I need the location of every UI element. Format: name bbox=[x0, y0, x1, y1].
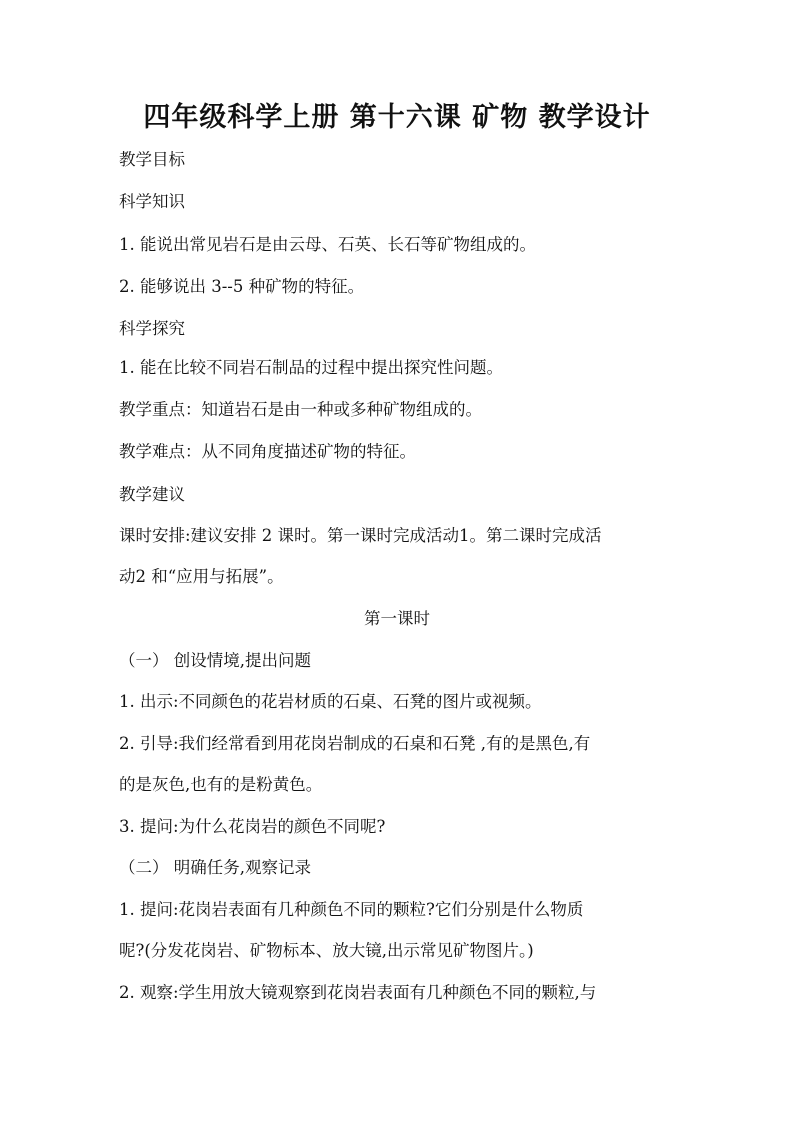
subheading-step-one: （一） 创设情境,提出问题 bbox=[119, 651, 311, 670]
paragraph-line: 2. 能够说出 3--5 种矿物的特征。 bbox=[119, 277, 365, 296]
paragraph-line: 呢?(分发花岗岩、矿物标本、放大镜,出示常见矿物图片。) bbox=[119, 941, 534, 960]
paragraph-line: 的是灰色,也有的是粉黄色。 bbox=[119, 775, 323, 794]
subheading-science-knowledge: 科学知识 bbox=[119, 192, 185, 211]
section-heading-teaching-goals: 教学目标 bbox=[119, 150, 185, 169]
paragraph-line: 2. 观察:学生用放大镜观察到花岗岩表面有几种颜色不同的颗粒,与 bbox=[119, 983, 597, 1002]
paragraph-line: 动2 和“应用与拓展”。 bbox=[119, 567, 284, 586]
paragraph-line: 3. 提问:为什么花岗岩的颜色不同呢? bbox=[119, 817, 386, 836]
paragraph-line: 1. 出示:不同颜色的花岩材质的石桌、石凳的图片或视频。 bbox=[119, 692, 542, 711]
section-heading-teaching-suggestions: 教学建议 bbox=[119, 485, 185, 504]
section-heading-first-lesson: 第一课时 bbox=[364, 609, 430, 628]
paragraph-line: 1. 能说出常见岩石是由云母、石英、长石等矿物组成的。 bbox=[119, 235, 536, 254]
paragraph-difficult-point: 教学难点：从不同角度描述矿物的特征。 bbox=[119, 442, 416, 461]
paragraph-line: 2. 引导:我们经常看到用花岗岩制成的石桌和石凳 ,有的是黑色,有 bbox=[119, 734, 591, 753]
paragraph-key-point: 教学重点：知道岩石是由一种或多种矿物组成的。 bbox=[119, 400, 482, 419]
document-title: 四年级科学上册 第十六课 矿物 教学设计 bbox=[143, 102, 651, 133]
paragraph-line: 1. 提问:花岗岩表面有几种颜色不同的颗粒?它们分别是什么物质 bbox=[119, 900, 584, 919]
paragraph-line: 1. 能在比较不同岩石制品的过程中提出探究性问题。 bbox=[119, 358, 503, 377]
paragraph-line: 课时安排:建议安排 2 课时。第一课时完成活动1。第二课时完成活 bbox=[119, 526, 602, 545]
subheading-science-inquiry: 科学探究 bbox=[119, 319, 185, 338]
subheading-step-two: （二） 明确任务,观察记录 bbox=[119, 858, 311, 877]
